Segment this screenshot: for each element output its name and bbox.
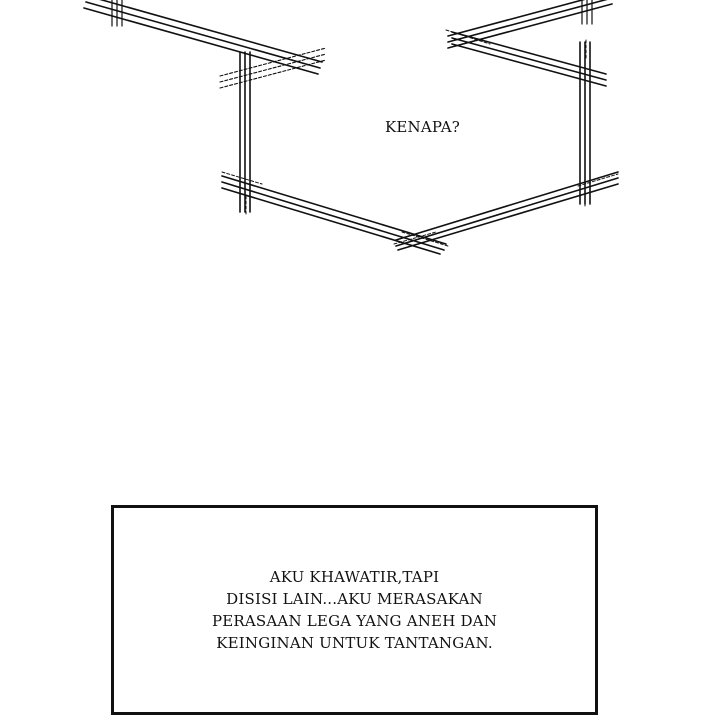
bubble-edge-top-left: [84, 0, 322, 74]
narration-line: AKU KHAWATIR,TAPI: [269, 568, 440, 586]
bubble-edge-bottom-left: [222, 176, 446, 254]
narration-line: KEINGINAN UNTUK TANTANGAN.: [216, 634, 493, 652]
narration-line: PERASAAN LEGA YANG ANEH DAN: [211, 612, 498, 630]
speech-bubble-text: KENAPA?: [384, 118, 461, 136]
narration-line: DISISI LAIN...AKU MERASAKAN: [226, 590, 483, 608]
narration-box: [111, 505, 598, 715]
bubble-edge-right: [580, 42, 590, 204]
narration-text: [114, 566, 595, 654]
bubble-corner-hatches: [222, 30, 618, 246]
speech-bubble-outline: [0, 0, 720, 300]
